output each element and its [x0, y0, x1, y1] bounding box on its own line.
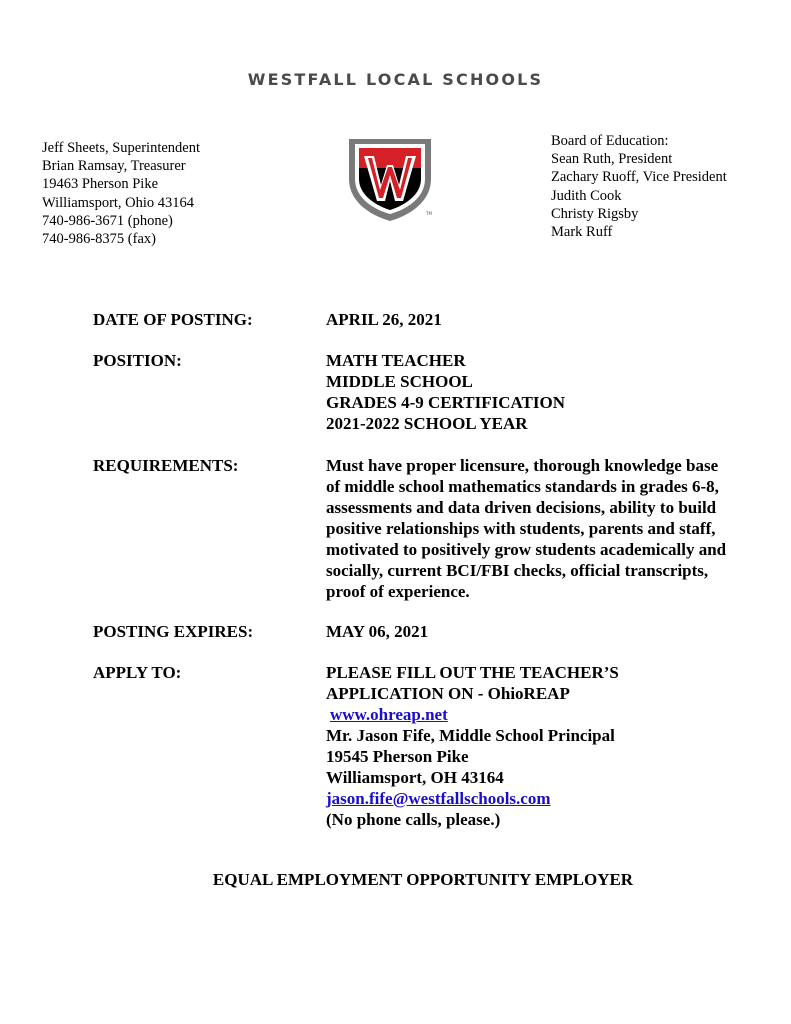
position-line: 2021-2022 SCHOOL YEAR [326, 414, 528, 433]
requirements-line: Must have proper licensure, thorough knowledge base [326, 456, 719, 475]
treasurer-line: Brian Ramsay, Treasurer [42, 158, 186, 175]
board-member-line: Christy Rigsby [551, 205, 639, 222]
principal-city-line: Williamsport, OH 43164 [326, 768, 504, 787]
requirements-line: motivated to positively grow students academically and [326, 540, 727, 559]
principal-street-line: 19545 Pherson Pike [326, 747, 469, 766]
trademark-mark: TM [426, 211, 432, 216]
position-label: POSITION: [93, 351, 182, 370]
principal-contact-line: Mr. Jason Fife, Middle School Principal [326, 726, 615, 745]
board-heading: Board of Education: [551, 133, 669, 149]
requirements-label: REQUIREMENTS: [93, 456, 239, 475]
administration-contact-block [42, 139, 200, 248]
board-of-education-block [551, 132, 727, 241]
westfall-shield-logo-icon [345, 135, 435, 223]
requirements-value [326, 455, 766, 602]
board-member-line: Mark Ruff [551, 224, 613, 241]
position-line: GRADES 4-9 CERTIFICATION [326, 393, 566, 412]
requirements-line: positive relationships with students, parents and staff, [326, 519, 716, 538]
no-phone-calls-note: (No phone calls, please.) [326, 810, 501, 829]
page-title: WESTFALL LOCAL SCHOOLS [247, 70, 544, 89]
posting-expires-label: POSTING EXPIRES: [93, 622, 254, 641]
apply-to-label: APPLY TO: [93, 663, 182, 682]
city-state-zip-line: Williamsport, Ohio 43164 [42, 194, 195, 211]
equal-opportunity-statement: EQUAL EMPLOYMENT OPPORTUNITY EMPLOYER [212, 870, 634, 889]
position-line: MATH TEACHER [326, 351, 466, 370]
apply-instruction-line: APPLICATION ON - OhioREAP [326, 684, 570, 703]
requirements-line: assessments and data driven decisions, ability to build [326, 498, 717, 517]
date-of-posting-value: APRIL 26, 2021 [326, 310, 442, 329]
position-value [326, 350, 766, 434]
ohreap-website-link[interactable]: www.ohreap.net [330, 705, 448, 724]
requirements-line: of middle school mathematics standards in grades 6-8, [326, 477, 719, 496]
requirements-line: socially, current BCI/FBI checks, official transcripts, [326, 561, 709, 580]
phone-line: 740-986-3671 (phone) [42, 212, 173, 229]
superintendent-line: Jeff Sheets, Superintendent [42, 140, 200, 156]
board-member-line: Zachary Ruoff, Vice President [551, 169, 727, 186]
street-address-line: 19463 Pherson Pike [42, 176, 158, 193]
position-line: MIDDLE SCHOOL [326, 372, 473, 391]
date-of-posting-label: DATE OF POSTING: [93, 310, 253, 329]
board-member-line: Judith Cook [551, 187, 622, 204]
principal-email-link[interactable]: jason.fife@westfallschools.com [326, 789, 551, 808]
apply-to-value [326, 662, 766, 830]
posting-expires-value: MAY 06, 2021 [326, 622, 429, 641]
requirements-line: proof of experience. [326, 582, 470, 601]
board-member-line: Sean Ruth, President [551, 151, 673, 168]
fax-line: 740-986-8375 (fax) [42, 231, 156, 248]
apply-instruction-line: PLEASE FILL OUT THE TEACHER’S [326, 663, 619, 682]
